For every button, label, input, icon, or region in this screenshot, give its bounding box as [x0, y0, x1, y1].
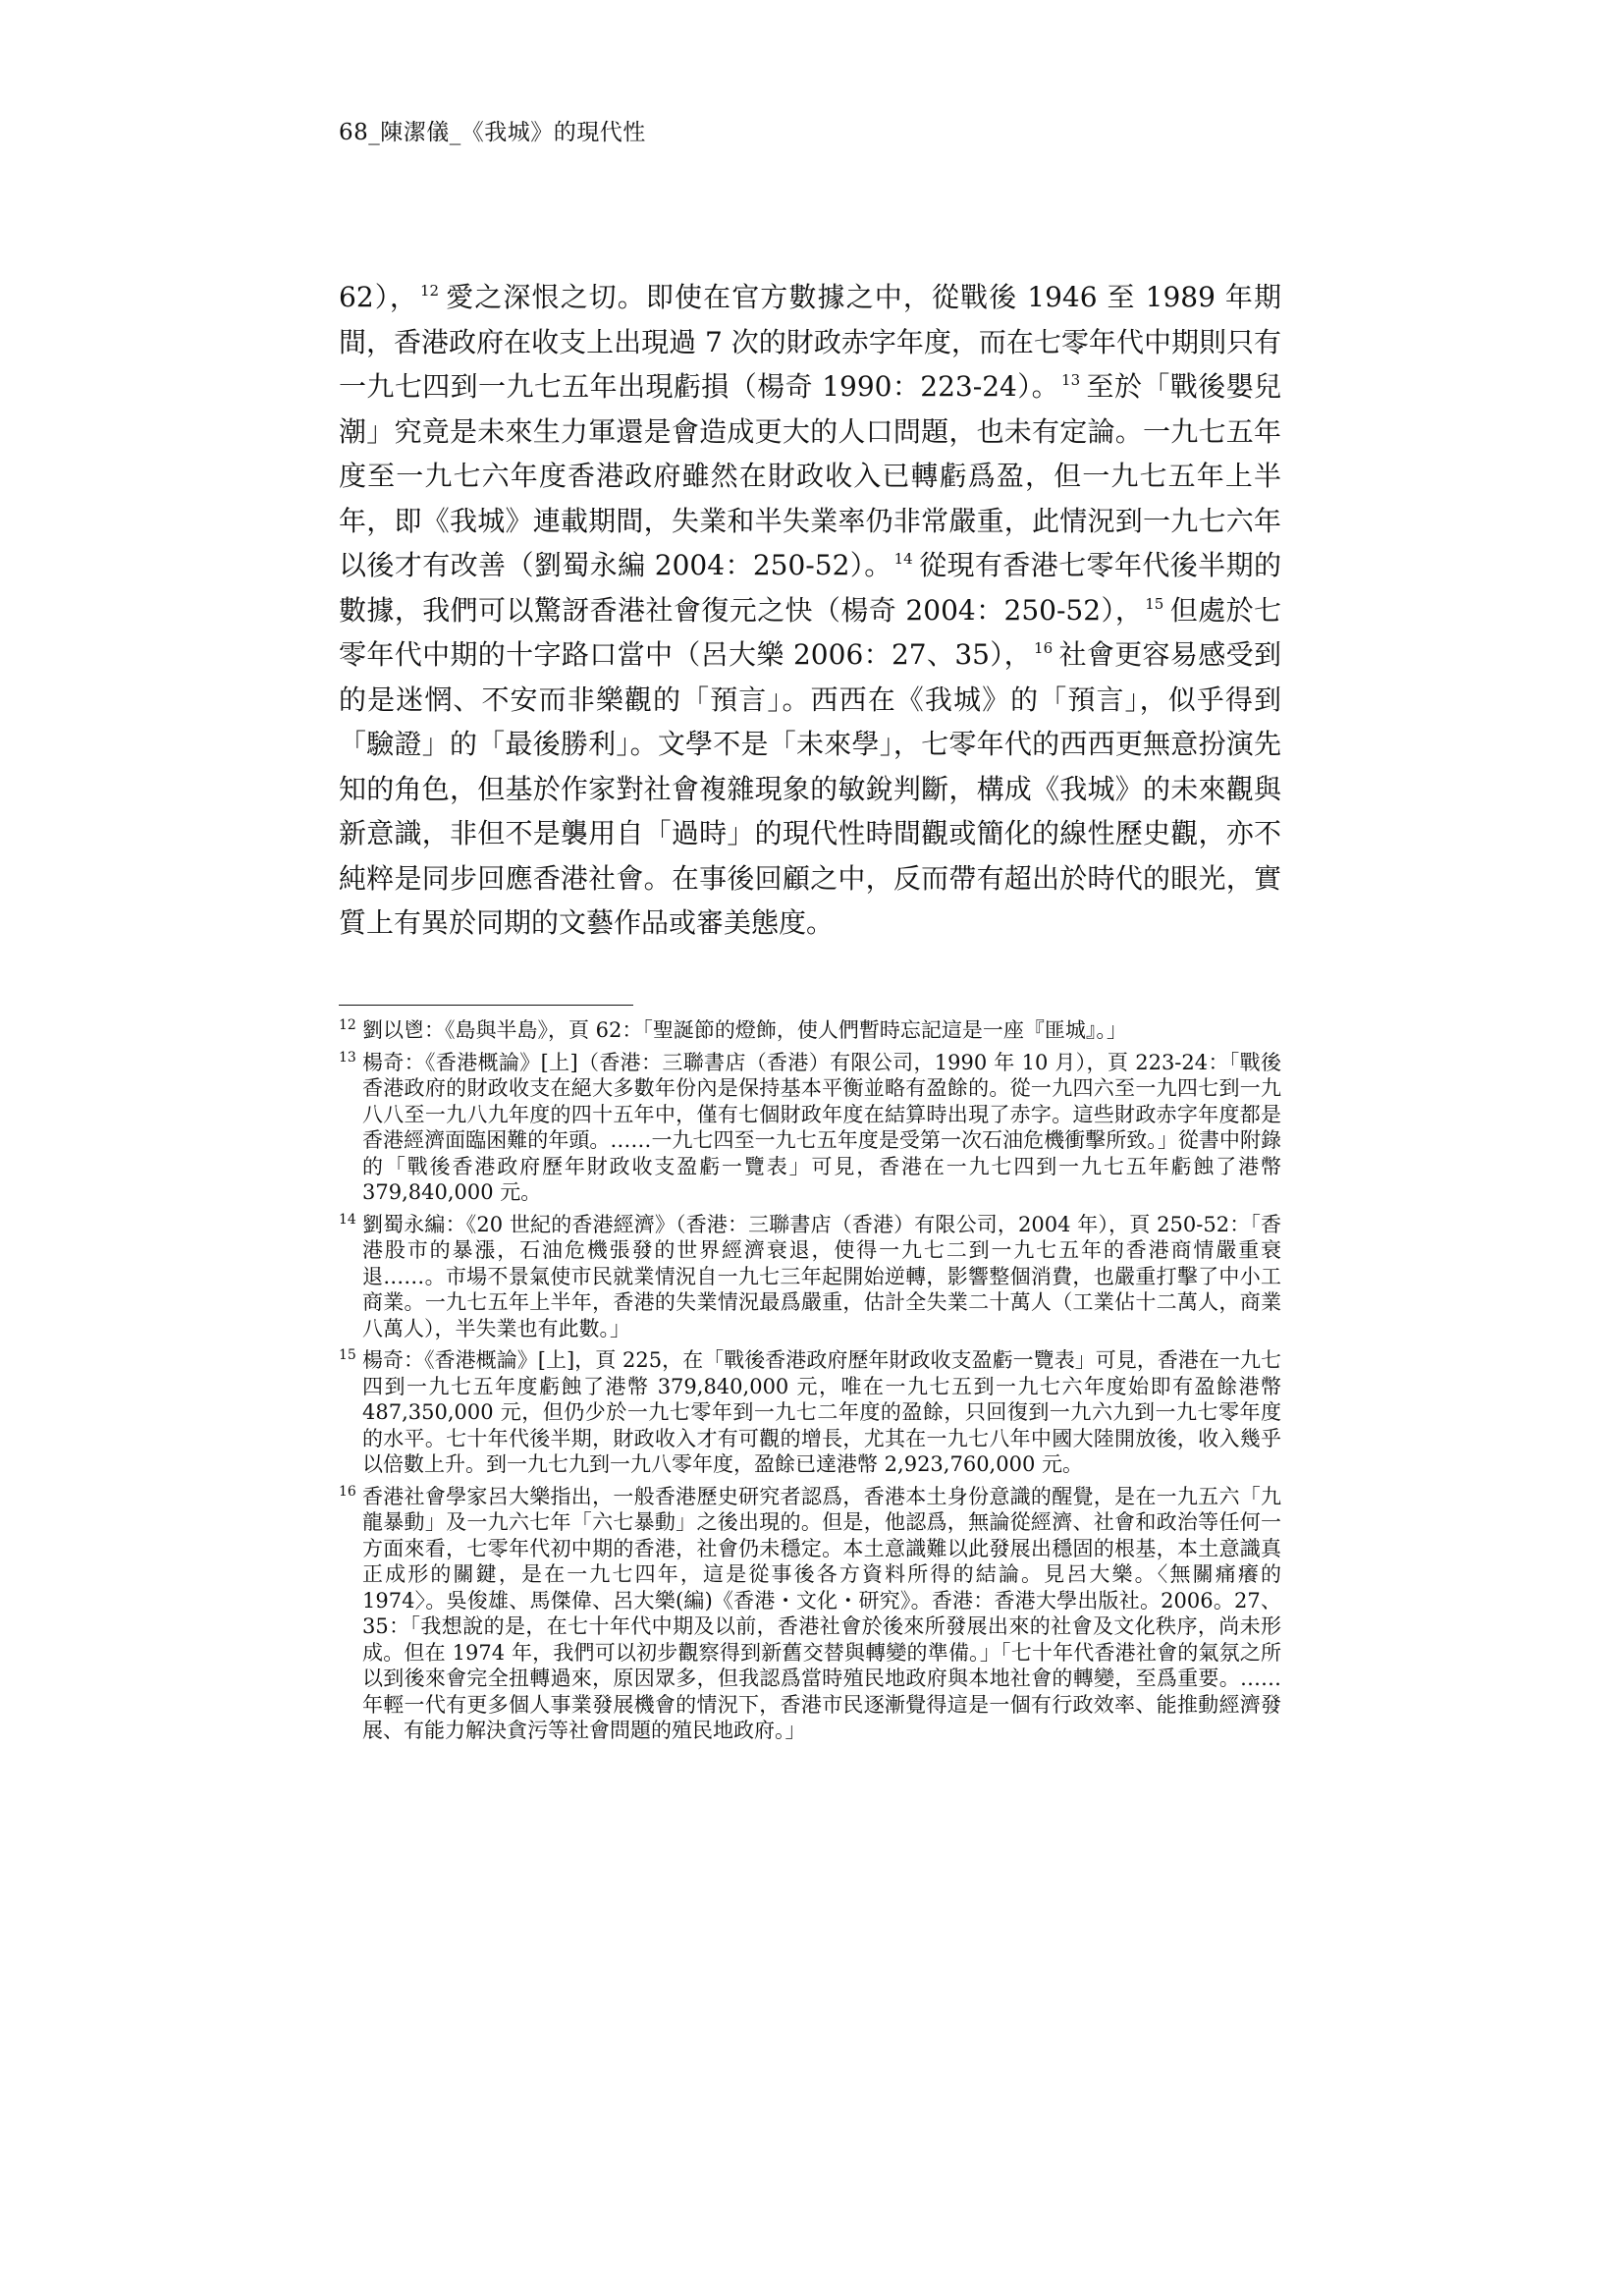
- footnote-number: 16: [339, 1483, 356, 1500]
- body-paragraph: [339, 275, 1281, 946]
- footnote-text: 劉蜀永編：《20 世紀的香港經濟》（香港：三聯書店（香港）有限公司，2004 年），頁 250-52：「香港股市的暴漲，石油危機張發的世界經濟衰退，使得一九七二到一九七五年的香港商情嚴重衰退……。市場不景氣使市民就業情況自一九七三年起開始逆轉，影響整個消費，也嚴重打擊了中小工商業。一九七五年上半年，香港的失業情況最爲嚴重，估計全失業二十萬人（工業佔十二萬人，商業八萬人），半失業也有此數。」: [362, 1212, 1281, 1340]
- footnote-ref-12[interactable]: 12: [419, 282, 440, 300]
- footnote-13: [339, 1050, 1281, 1206]
- body-text: 至於「戰後嬰兒潮」究竟是未來生力軍還是會造成更大的人口問題，也未有定論。一九七五年度至一九七六年度香港政府雖然在財政收入已轉虧爲盈，但一九七五年上半年，即《我城》連載期間，失業和半失業率仍非常嚴重，此情況到一九七六年以後才有改善（劉蜀永編 2004：250-52）。: [339, 370, 1281, 581]
- footnote-text: 香港社會學家呂大樂指出，一般香港歷史研究者認爲，香港本土身份意識的醒覺，是在一九五六「九龍暴動」及一九六七年「六七暴動」之後出現的。但是，他認爲，無論從經濟、社會和政治等任何一方面來看，七零年代初中期的香港，社會仍未穩定。本土意識難以此發展出穩固的根基，本土意識真正成形的關鍵，是在一九七四年，這是從事後各方資料所得的結論。見呂大樂。〈無關痛癢的 1974〉。吳俊雄、馬傑偉、呂大樂(編)《香港・文化・研究》。香港：香港大學出版社。2006。27、35：「我想說的是，在七十年代中期及以前，香港社會於後來所發展出來的社會及文化秩序，尚未形成。但在 1974 年，我們可以初步觀察得到新舊交替與轉變的準備。」「七十年代香港社會的氣氛之所以到後來會完全扭轉過來，原因眾多，但我認爲當時殖民地政府與本地社會的轉變，至爲重要。……年輕一代有更多個人事業發展機會的情況下，香港市民逐漸覺得這是一個有行政效率、能推動經濟發展、有能力解決貪污等社會問題的殖民地政府。」: [362, 1484, 1281, 1742]
- body-text: 從現有香港七零年代後半期的數據，我們可以驚訝香港社會復元之快（楊奇 2004：250-52），: [339, 549, 1281, 627]
- footnote-ref-14[interactable]: 14: [893, 550, 913, 568]
- footnote-ref-13[interactable]: 13: [1061, 371, 1081, 389]
- footnote-ref-15[interactable]: 15: [1145, 594, 1164, 613]
- footnote-number: 12: [339, 1017, 356, 1033]
- footnote-12: [339, 1017, 1281, 1044]
- footnote-text: 楊奇：《香港概論》[上]，頁 225，在「戰後香港政府歷年財政收支盈虧一覽表」可見，香港在一九七四到一九七五年度虧蝕了港幣 379,840,000 元，唯在一九七五到一九七六年度始即有盈餘港幣 487,350,000 元，但仍少於一九七零年到一九七二年度的盈餘，只回復到一九六九到一九七零年度的水平。七十年代後半期，財政收入才有可觀的增長，尤其在一九七八年中國大陸開放後，收入幾乎以倍數上升。到一九七九到一九八零年度，盈餘已達港幣 2,923,760,000 元。: [362, 1348, 1281, 1476]
- footnote-text: 劉以鬯：《島與半島》，頁 62：「聖誕節的燈飾，使人們暫時忘記這是一座『匪城』。」: [362, 1018, 1127, 1042]
- running-head: 68_陳潔儀_《我城》的現代性: [339, 120, 646, 145]
- footnote-15: [339, 1347, 1281, 1478]
- footnote-divider: [339, 1005, 633, 1006]
- footnotes-list: [339, 1017, 1281, 1750]
- body-text: 但處於七零年代中期的十字路口當中（呂大樂 2006：27、35），: [339, 593, 1281, 671]
- footnote-number: 15: [339, 1347, 356, 1363]
- footnote-14: [339, 1212, 1281, 1342]
- footnote-number: 14: [339, 1211, 356, 1228]
- body-text: 62），: [339, 281, 418, 313]
- body-text: 愛之深恨之切。即使在官方數據之中，從戰後 1946 至 1989 年期間，香港政府在收支上出現過 7 次的財政赤字年度，而在七零年代中期則只有一九七四到一九七五年出現虧損（楊奇 1990：223-24）。: [339, 281, 1281, 403]
- footnote-text: 楊奇：《香港概論》[上]（香港：三聯書店（香港）有限公司，1990 年 10 月），頁 223-24：「戰後香港政府的財政收支在絕大多數年份內是保持基本平衡並略有盈餘的。從一九四六至一九四七到一九八八至一九八九年度的四十五年中，僅有七個財政年度在結算時出現了赤字。這些財政赤字年度都是香港經濟面臨困難的年頭。……一九七四至一九七五年度是受第一次石油危機衝擊所致。」從書中附錄的「戰後香港政府歷年財政收支盈虧一覽表」可見，香港在一九七四到一九七五年虧蝕了港幣 379,840,000 元。: [362, 1050, 1281, 1204]
- footnote-16: [339, 1484, 1281, 1744]
- footnote-ref-16[interactable]: 16: [1034, 639, 1054, 657]
- body-text: 社會更容易感受到的是迷惘、不安而非樂觀的「預言」。西西在《我城》的「預言」，似乎得到「驗證」的「最後勝利」。文學不是「未來學」，七零年代的西西更無意扮演先知的角色，但基於作家對社會複雜現象的敏銳判斷，構成《我城》的未來觀與新意識，非但不是襲用自「過時」的現代性時間觀或簡化的線性歷史觀，亦不純粹是同步回應香港社會。在事後回顧之中，反而帶有超出於時代的眼光，實質上有異於同期的文藝作品或審美態度。: [339, 638, 1281, 939]
- footnote-number: 13: [339, 1049, 356, 1066]
